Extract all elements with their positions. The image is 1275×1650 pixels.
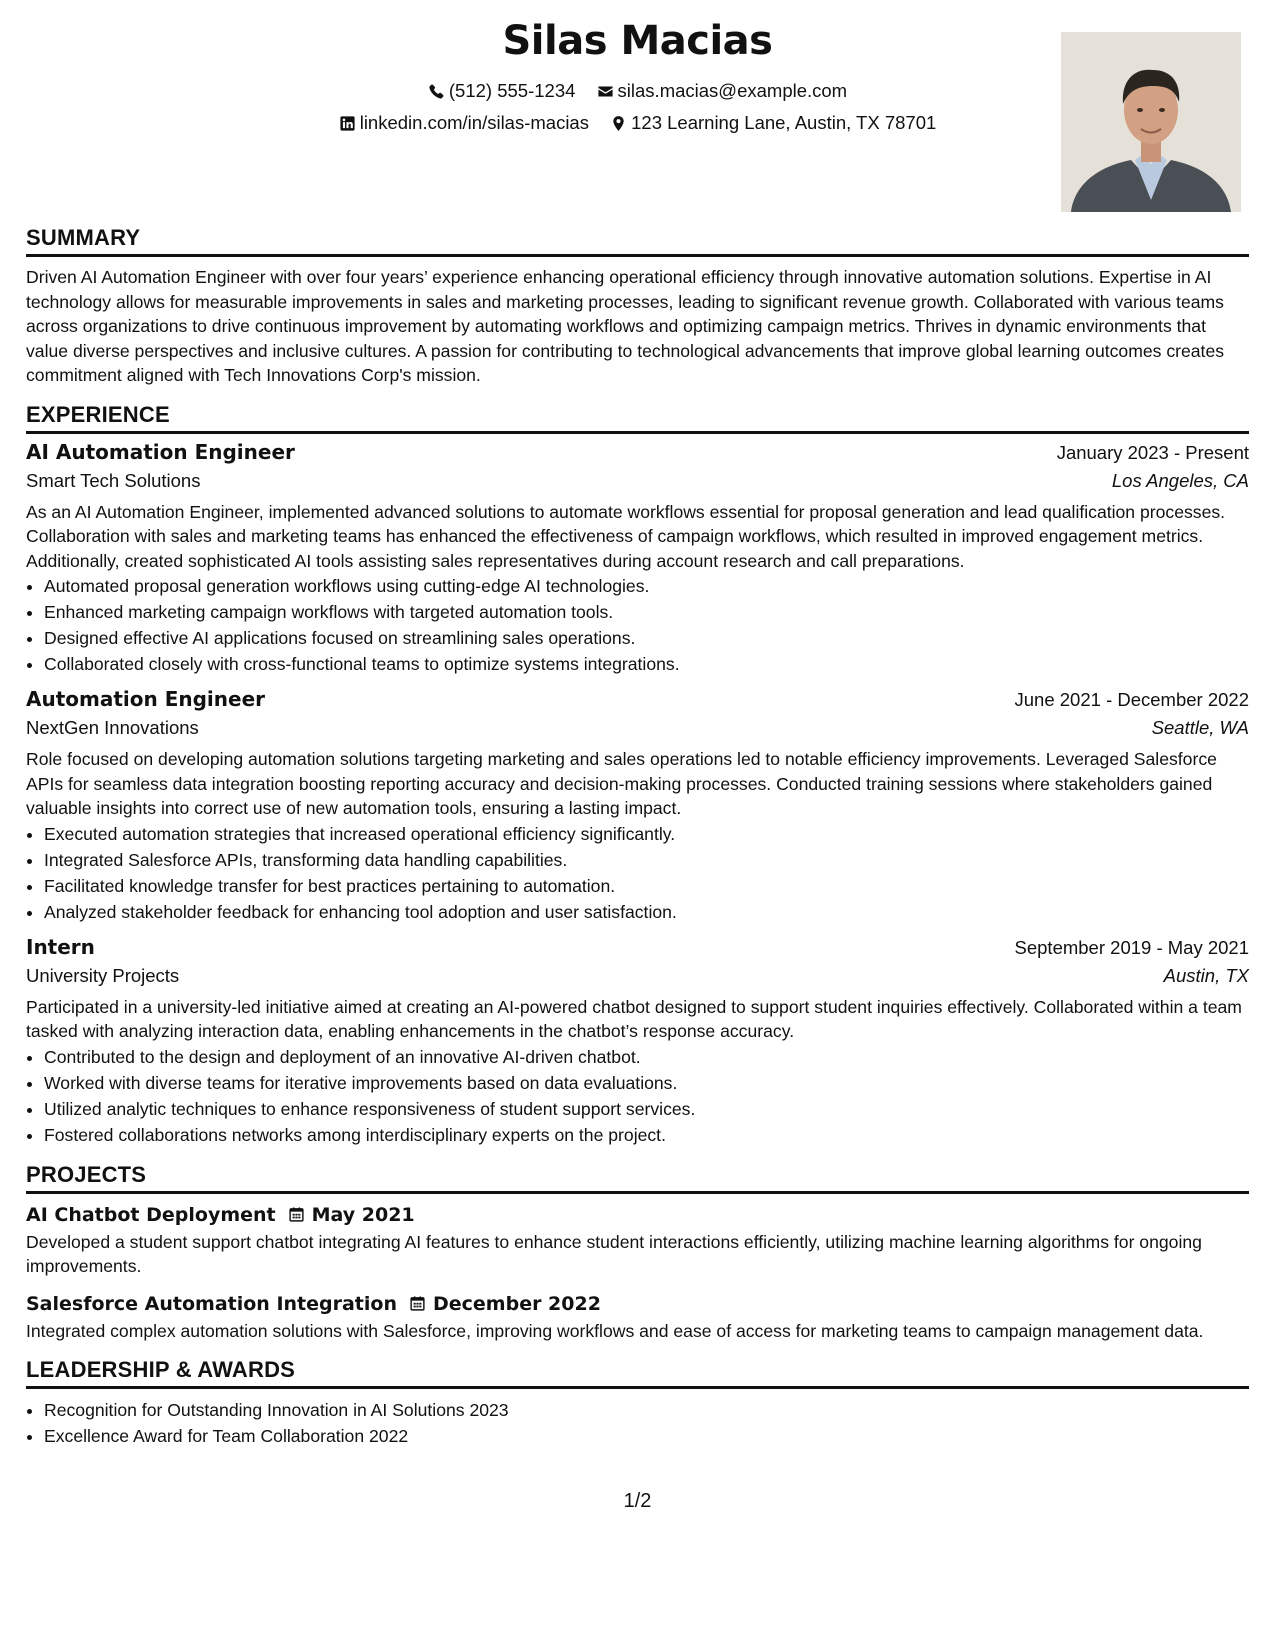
address-contact [610,112,936,134]
award-item: • Excellence Award for Team Collaboration 2022 [44,1423,1249,1449]
job-bullet: • Worked with diverse teams for iterative improvements based on data evaluations. [44,1070,1249,1096]
job-company: Smart Tech Solutions [26,469,201,491]
job-location: Austin, TX [1163,964,1249,986]
job-bullet: • Enhanced marketing campaign workflows with targeted automation tools. [44,599,1249,625]
email-contact[interactable] [597,80,848,102]
job-description: Role focused on developing automation solutions targeting marketing and sales operations led to notable efficiency improvements. Leveraged Salesforce APIs for seamless data integration boosting reporting accuracy and decision-making processes. Conducted training sessions where stakeholders gained valuable insights into correct use of new automation tools, ensuring a lasting impact. [26,749,1217,818]
job-bullet: • Analyzed stakeholder feedback for enhancing tool adoption and user satisfaction. [44,899,1249,925]
project-name: Salesforce Automation Integration [26,1292,397,1315]
phone-text: (512) 555-1234 [448,80,576,101]
job-title: AI Automation Engineer [26,439,295,464]
job-title: Automation Engineer [26,687,266,711]
linkedin-icon [339,115,356,132]
job-header-row [26,935,1249,959]
profile-photo [1061,32,1241,212]
job-bullet: • Collaborated closely with cross-functional teams to optimize systems integrations. [44,651,1249,677]
project-date: December 2022 [432,1292,601,1315]
job-dates: September 2019 - May 2021 [1014,936,1249,958]
job-header-row [26,440,1249,464]
address-text: 123 Learning Lane, Austin, TX 78701 [631,112,937,133]
job-company: University Projects [26,964,180,986]
job-bullets [26,1044,1249,1148]
job-company-row [26,470,1249,492]
job-bullet: • Integrated Salesforce APIs, transforming data handling capabilities. [44,847,1249,873]
awards-section [26,1357,1249,1449]
project-name: AI Chatbot Deployment [26,1203,276,1226]
summary-text: Driven AI Automation Engineer with over four years’ experience enhancing operational efficiency through innovative automation solutions. Expertise in AI technology allows for measurable improvements in sales and marketing processes, leading to significant revenue growth. Collaborated with various teams across organizations to drive continuous improvement by automating workflows and optimizing campaign metrics. Thrives in dynamic environments that value diverse perspectives and inclusive cultures. A passion for contributing to technological advancements that improve global learning outcomes creates commitment aligned with Tech Innovations Corp's mission. [26,267,1225,385]
job-company-row [26,965,1249,987]
email-text: silas.macias@example.com [617,80,848,101]
job-bullet: • Fostered collaborations networks among interdisciplinary experts on the project. [44,1122,1249,1148]
linkedin-text: linkedin.com/in/silas-macias [359,112,589,133]
candidate-name: Silas Macias [502,18,773,64]
project-entry [26,1204,1249,1279]
job-company: NextGen Innovations [26,717,199,738]
job-bullets [26,821,1249,925]
job-bullet: • Executed automation strategies that increased operational efficiency significantly. [44,821,1249,847]
job-bullets [26,573,1249,677]
job-bullet: • Designed effective AI applications focused on streamlining sales operations. [44,625,1249,651]
resume-header [26,0,1249,215]
envelope-icon [597,83,614,100]
experience-heading: EXPERIENCE [26,402,1249,434]
job-entry [26,687,1249,925]
linkedin-contact[interactable] [339,112,589,134]
summary-heading: SUMMARY [26,225,1249,257]
projects-section [26,1162,1249,1344]
page-number: 1/2 [623,1490,652,1512]
phone-icon [428,83,445,100]
summary-section [26,225,1249,388]
job-dates: June 2021 - December 2022 [1014,689,1249,710]
resume-page [26,0,1249,1449]
job-bullet: • Facilitated knowledge transfer for best practices pertaining to automation. [44,873,1249,899]
projects-heading: PROJECTS [26,1162,1249,1194]
phone-contact [428,80,576,102]
project-header [26,1204,1249,1226]
calendar-icon [288,1206,305,1223]
project-entry [26,1293,1249,1344]
project-description: Integrated complex automation solutions with Salesforce, improving workflows and ease of access for marketing teams to campaign management data. [26,1320,1204,1341]
experience-section [26,402,1249,1148]
job-company-row [26,717,1249,739]
map-pin-icon [610,115,627,132]
job-location: Los Angeles, CA [1111,469,1249,491]
job-title: Intern [26,934,95,959]
job-bullet: • Contributed to the design and deployment of an innovative AI-driven chatbot. [44,1044,1249,1070]
project-date: May 2021 [311,1203,415,1226]
job-description: Participated in a university-led initiative aimed at creating an AI-powered chatbot designed to support student inquiries effectively. Collaborated within a team tasked with analyzing interaction data, enabling enhancements in the chatbot’s response accuracy. [26,996,1242,1041]
project-description: Developed a student support chatbot integrating AI features to enhance student interactions efficiently, utilizing machine learning algorithms for ongoing improvements. [26,1231,1202,1276]
award-item: • Recognition for Outstanding Innovation in AI Solutions 2023 [44,1397,1249,1423]
awards-list [26,1397,1249,1449]
job-header-row [26,687,1249,711]
job-location: Seattle, WA [1151,717,1249,738]
project-header [26,1293,1249,1315]
job-bullet: • Utilized analytic techniques to enhance responsiveness of student support services. [44,1096,1249,1122]
job-bullet: • Automated proposal generation workflows using cutting-edge AI technologies. [44,573,1249,599]
job-dates: January 2023 - Present [1056,441,1249,463]
job-entry [26,935,1249,1148]
calendar-icon [409,1295,426,1312]
job-description: As an AI Automation Engineer, implemented advanced solutions to automate workflows essential for proposal generation and lead qualification processes. Collaboration with sales and marketing teams has enhanced the effectiveness of campaign workflows, which resulted in improved engagement metrics. Additionally, created sophisticated AI tools assisting sales representatives during account research and call preparations. [26,501,1226,571]
job-entry [26,440,1249,678]
awards-heading: LEADERSHIP & AWARDS [26,1357,1249,1389]
